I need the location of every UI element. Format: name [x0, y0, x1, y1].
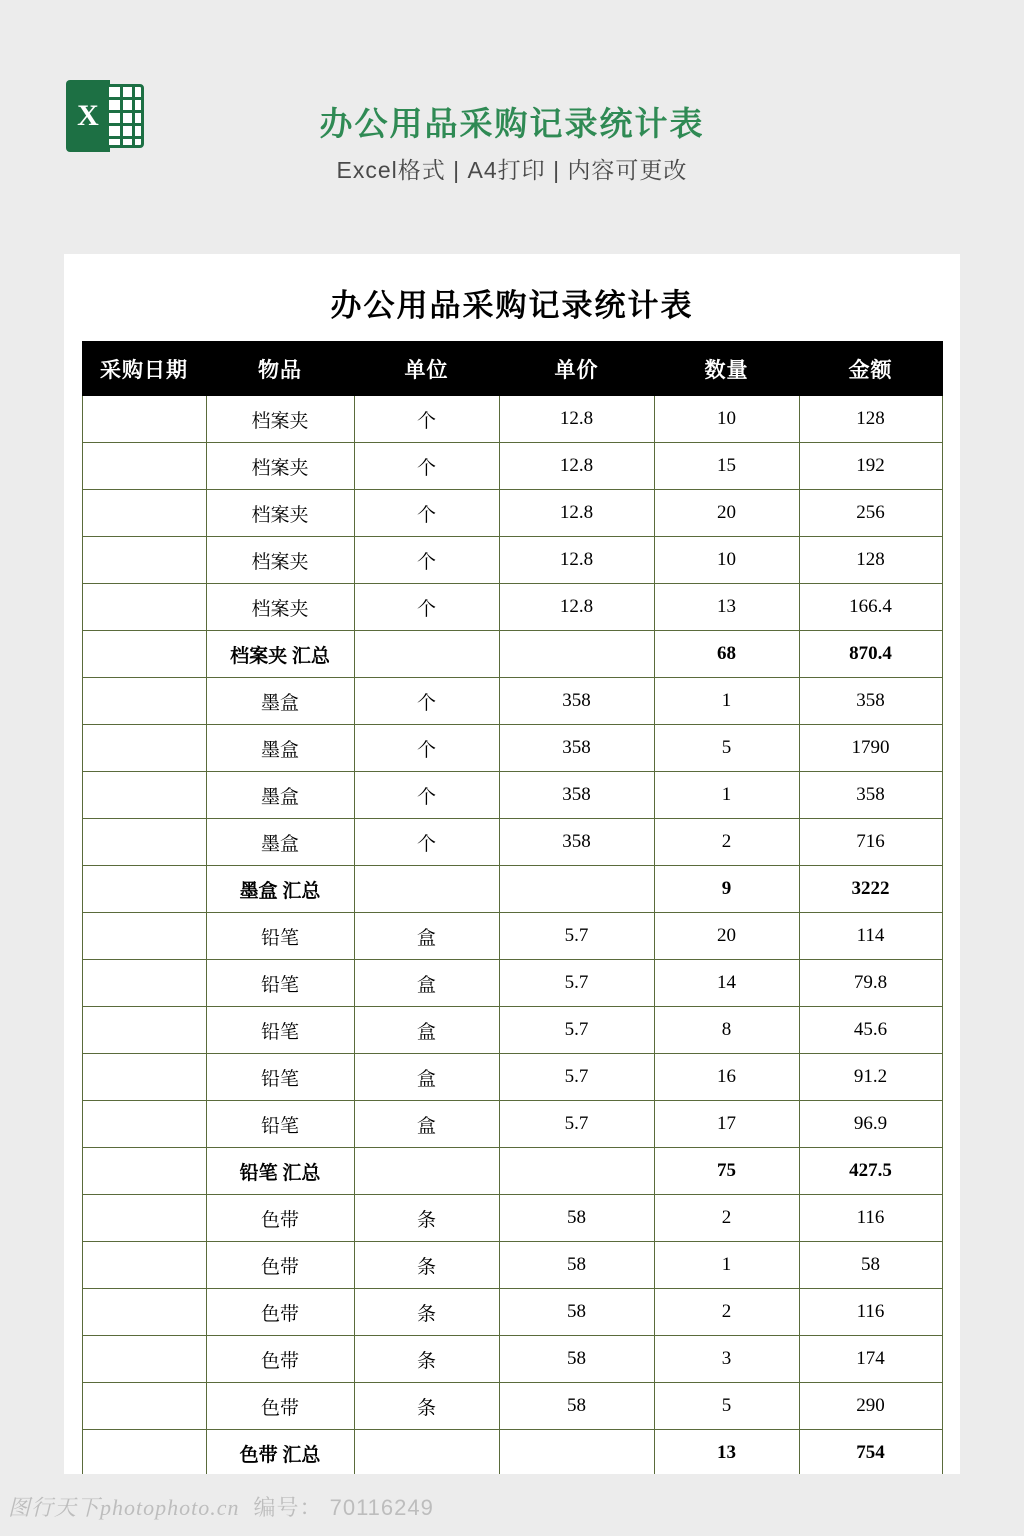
cell-item: 档案夹: [206, 584, 354, 631]
cell-item: 档案夹: [206, 396, 354, 443]
cell-amount: 116: [799, 1195, 942, 1242]
cell-unit: 个: [354, 725, 499, 772]
cell-date: [82, 725, 206, 772]
cell-amount: 358: [799, 772, 942, 819]
cell-item: 墨盒 汇总: [206, 866, 354, 913]
watermark: [0, 1484, 1024, 1528]
cell-unit: [354, 631, 499, 678]
page-title: 办公用品采购记录统计表: [319, 105, 705, 142]
table-row: [82, 1289, 942, 1336]
cell-amount: 3222: [799, 866, 942, 913]
cell-amount: 96.9: [799, 1101, 942, 1148]
cell-qty: 8: [654, 1007, 799, 1054]
cell-date: [82, 960, 206, 1007]
cell-amount: 192: [799, 443, 942, 490]
cell-qty: 5: [654, 1383, 799, 1430]
cell-date: [82, 1430, 206, 1475]
cell-item: 铅笔: [206, 1054, 354, 1101]
cell-date: [82, 819, 206, 866]
cell-item: 档案夹 汇总: [206, 631, 354, 678]
cell-qty: 14: [654, 960, 799, 1007]
cell-date: [82, 443, 206, 490]
cell-unit: 个: [354, 443, 499, 490]
cell-amount: 116: [799, 1289, 942, 1336]
cell-price: 358: [499, 819, 654, 866]
cell-price: 58: [499, 1383, 654, 1430]
purchase-record-table: [82, 341, 943, 1474]
table-row: [82, 396, 942, 443]
cell-price: [499, 1430, 654, 1475]
column-header-amount: 金额: [799, 342, 942, 396]
cell-item: 铅笔: [206, 1101, 354, 1148]
page-subtitle: Excel格式 | A4打印 | 内容可更改: [336, 157, 688, 183]
cell-date: [82, 537, 206, 584]
cell-unit: [354, 1148, 499, 1195]
cell-price: 5.7: [499, 960, 654, 1007]
cell-qty: 20: [654, 913, 799, 960]
cell-date: [82, 866, 206, 913]
table-row-subtotal: [82, 1148, 942, 1195]
table-row-subtotal: [82, 866, 942, 913]
cell-unit: 个: [354, 537, 499, 584]
cell-amount: 754: [799, 1430, 942, 1475]
watermark-site: 图行天下photophoto.cn: [8, 1494, 240, 1520]
cell-price: 12.8: [499, 443, 654, 490]
table-header-row: [82, 342, 942, 396]
watermark-number: 编号： 70116249: [253, 1494, 434, 1520]
cell-price: 358: [499, 725, 654, 772]
table-row: [82, 1195, 942, 1242]
table-row: [82, 1007, 942, 1054]
table-row: [82, 1054, 942, 1101]
cell-item: 铅笔: [206, 913, 354, 960]
cell-amount: 290: [799, 1383, 942, 1430]
cell-date: [82, 772, 206, 819]
cell-unit: 个: [354, 584, 499, 631]
cell-unit: 条: [354, 1195, 499, 1242]
cell-price: 5.7: [499, 1101, 654, 1148]
cell-qty: 1: [654, 1242, 799, 1289]
cell-unit: [354, 866, 499, 913]
cell-price: 58: [499, 1195, 654, 1242]
cell-price: 5.7: [499, 1054, 654, 1101]
cell-item: 墨盒: [206, 678, 354, 725]
cell-qty: 2: [654, 819, 799, 866]
cell-qty: 17: [654, 1101, 799, 1148]
column-header-date: 采购日期: [82, 342, 206, 396]
cell-unit: 盒: [354, 960, 499, 1007]
cell-date: [82, 1195, 206, 1242]
cell-item: 色带 汇总: [206, 1430, 354, 1475]
cell-amount: 58: [799, 1242, 942, 1289]
cell-date: [82, 1242, 206, 1289]
cell-amount: 358: [799, 678, 942, 725]
page-header: [0, 0, 1024, 216]
table-row: [82, 725, 942, 772]
column-header-price: 单价: [499, 342, 654, 396]
cell-unit: 盒: [354, 913, 499, 960]
column-header-unit: 单位: [354, 342, 499, 396]
cell-qty: 2: [654, 1195, 799, 1242]
table-row-subtotal: [82, 1430, 942, 1475]
cell-amount: 128: [799, 537, 942, 584]
cell-qty: 13: [654, 1430, 799, 1475]
table-row: [82, 490, 942, 537]
cell-amount: 174: [799, 1336, 942, 1383]
cell-qty: 9: [654, 866, 799, 913]
cell-item: 色带: [206, 1383, 354, 1430]
cell-price: 12.8: [499, 490, 654, 537]
cell-qty: 15: [654, 443, 799, 490]
cell-item: 铅笔: [206, 960, 354, 1007]
table-row: [82, 1101, 942, 1148]
cell-date: [82, 1383, 206, 1430]
cell-price: [499, 866, 654, 913]
cell-price: 5.7: [499, 913, 654, 960]
cell-unit: 个: [354, 396, 499, 443]
excel-logo-letter: X: [66, 80, 110, 152]
cell-item: 墨盒: [206, 772, 354, 819]
table-row: [82, 1242, 942, 1289]
cell-item: 档案夹: [206, 490, 354, 537]
cell-price: 5.7: [499, 1007, 654, 1054]
cell-unit: 盒: [354, 1007, 499, 1054]
cell-item: 墨盒: [206, 819, 354, 866]
cell-unit: 条: [354, 1383, 499, 1430]
cell-item: 色带: [206, 1195, 354, 1242]
cell-date: [82, 1101, 206, 1148]
cell-item: 色带: [206, 1242, 354, 1289]
cell-date: [82, 913, 206, 960]
cell-unit: 个: [354, 490, 499, 537]
cell-amount: 114: [799, 913, 942, 960]
cell-unit: 个: [354, 772, 499, 819]
table-row: [82, 913, 942, 960]
cell-unit: 条: [354, 1289, 499, 1336]
cell-qty: 5: [654, 725, 799, 772]
cell-unit: [354, 1430, 499, 1475]
table-row: [82, 537, 942, 584]
table-row: [82, 1383, 942, 1430]
cell-qty: 68: [654, 631, 799, 678]
cell-amount: 166.4: [799, 584, 942, 631]
table-row-subtotal: [82, 631, 942, 678]
cell-date: [82, 1289, 206, 1336]
cell-item: 档案夹: [206, 443, 354, 490]
cell-date: [82, 1054, 206, 1101]
cell-date: [82, 490, 206, 537]
cell-item: 色带: [206, 1336, 354, 1383]
cell-date: [82, 678, 206, 725]
cell-date: [82, 1336, 206, 1383]
cell-qty: 1: [654, 678, 799, 725]
cell-qty: 75: [654, 1148, 799, 1195]
cell-qty: 16: [654, 1054, 799, 1101]
sheet-title: 办公用品采购记录统计表: [330, 288, 694, 323]
table-row: [82, 1336, 942, 1383]
cell-qty: 20: [654, 490, 799, 537]
cell-price: 358: [499, 772, 654, 819]
cell-item: 档案夹: [206, 537, 354, 584]
cell-price: 12.8: [499, 537, 654, 584]
spreadsheet-preview: [64, 254, 960, 1474]
cell-amount: 91.2: [799, 1054, 942, 1101]
cell-amount: 716: [799, 819, 942, 866]
table-body: [82, 396, 942, 1475]
table-row: [82, 443, 942, 490]
cell-date: [82, 584, 206, 631]
cell-unit: 个: [354, 819, 499, 866]
cell-date: [82, 1148, 206, 1195]
cell-unit: 条: [354, 1242, 499, 1289]
cell-price: 12.8: [499, 584, 654, 631]
cell-amount: 45.6: [799, 1007, 942, 1054]
cell-date: [82, 396, 206, 443]
table-row: [82, 678, 942, 725]
cell-item: 铅笔 汇总: [206, 1148, 354, 1195]
cell-unit: 盒: [354, 1054, 499, 1101]
cell-price: 58: [499, 1336, 654, 1383]
cell-qty: 2: [654, 1289, 799, 1336]
cell-qty: 13: [654, 584, 799, 631]
cell-qty: 10: [654, 396, 799, 443]
cell-price: 58: [499, 1289, 654, 1336]
cell-amount: 256: [799, 490, 942, 537]
cell-date: [82, 631, 206, 678]
cell-amount: 128: [799, 396, 942, 443]
cell-unit: 条: [354, 1336, 499, 1383]
cell-amount: 79.8: [799, 960, 942, 1007]
table-row: [82, 960, 942, 1007]
column-header-item: 物品: [206, 342, 354, 396]
cell-amount: 1790: [799, 725, 942, 772]
cell-item: 墨盒: [206, 725, 354, 772]
cell-price: [499, 1148, 654, 1195]
cell-price: 58: [499, 1242, 654, 1289]
cell-item: 色带: [206, 1289, 354, 1336]
cell-qty: 1: [654, 772, 799, 819]
cell-price: [499, 631, 654, 678]
cell-qty: 3: [654, 1336, 799, 1383]
table-row: [82, 772, 942, 819]
table-row: [82, 584, 942, 631]
cell-date: [82, 1007, 206, 1054]
table-row: [82, 819, 942, 866]
cell-price: 358: [499, 678, 654, 725]
cell-item: 铅笔: [206, 1007, 354, 1054]
column-header-qty: 数量: [654, 342, 799, 396]
cell-price: 12.8: [499, 396, 654, 443]
cell-amount: 870.4: [799, 631, 942, 678]
cell-unit: 个: [354, 678, 499, 725]
cell-qty: 10: [654, 537, 799, 584]
cell-unit: 盒: [354, 1101, 499, 1148]
cell-amount: 427.5: [799, 1148, 942, 1195]
